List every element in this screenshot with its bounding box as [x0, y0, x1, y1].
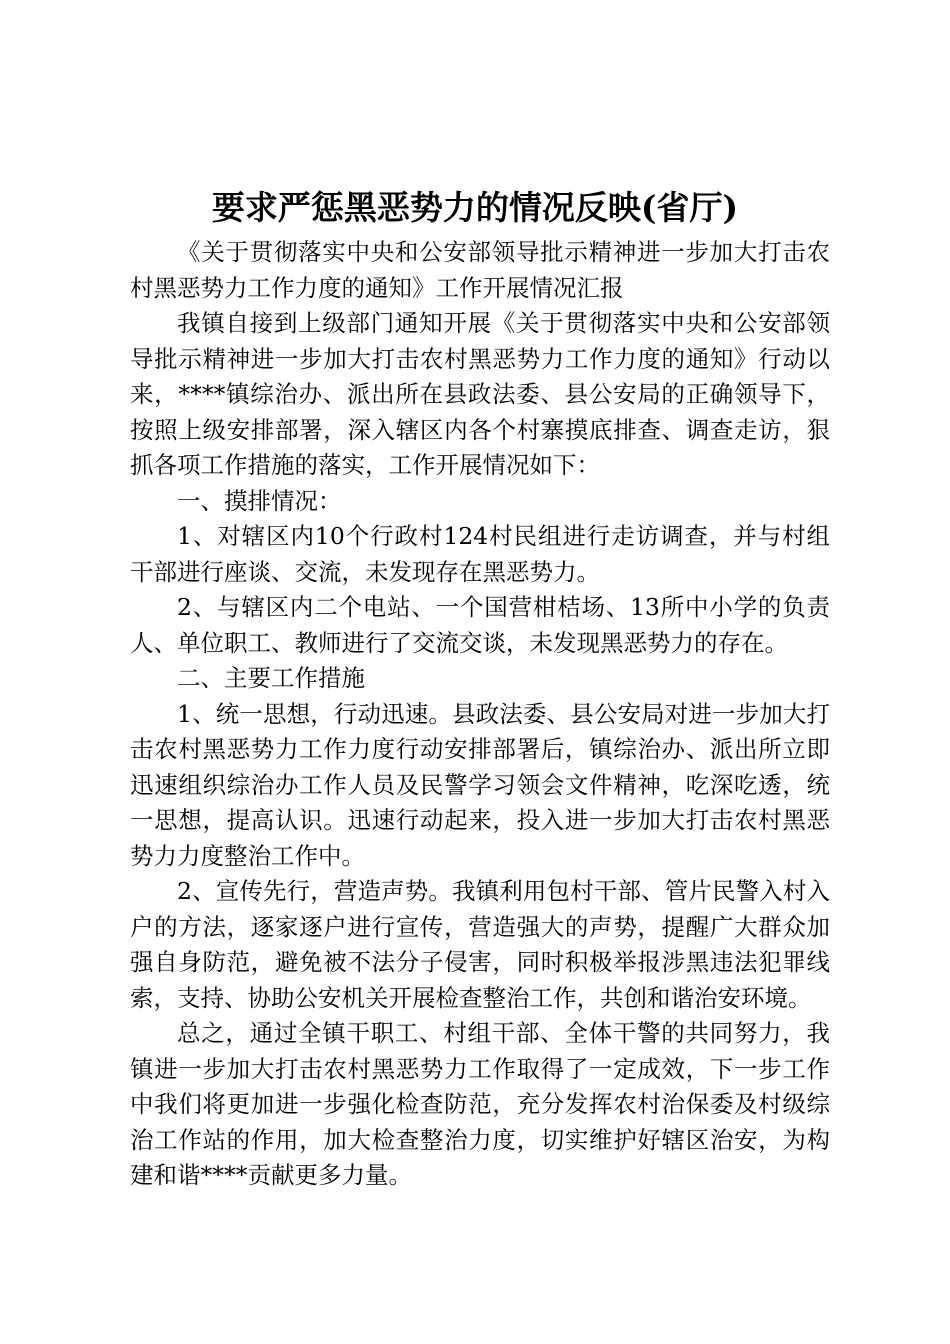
paragraph-conclusion: 总之，通过全镇干职工、村组干部、全体干警的共同努力，我镇进一步加大打击农村黑恶势力工作取得了一定成效，下一步工作中我们将更加进一步强化检查防范，充分发挥农村治保委及村级综治工作站的作用，加大检查整治力度，切实维护好辖区治安，为构建和谐****贡献更多力量。 — [130, 1019, 830, 1189]
section-heading-investigation: 一、摸排情况： — [177, 486, 342, 515]
document-body — [130, 235, 830, 1194]
paragraph-investigation-item-1: 1、对辖区内10个行政村124村民组进行走访调查，并与村组干部进行座谈、交流，未发现存在黑恶势力。 — [130, 522, 830, 586]
paragraph-measure-item-1: 1、统一思想，行动迅速。县政法委、县公安局对进一步加大打击农村黑恶势力工作力度行动安排部署后，镇综治办、派出所立即迅速组织综治办工作人员及民警学习领会文件精神，吃深吃透，统一思想，提高认识。迅速行动起来，投入进一步加大打击农村黑恶势力力度整治工作中。 — [130, 699, 830, 870]
paragraph-measure-item-2: 2、宣传先行，营造声势。我镇利用包村干部、管片民警入村入户的方法，逐家逐户进行宣传，营造强大的声势，提醒广大群众加强自身防范，避免被不法分子侵害，同时积极举报涉黑违法犯罪线索，支持、协助公安机关开展检查整治工作，共创和谐治安环境。 — [130, 877, 830, 1012]
section-heading-measures: 二、主要工作措施 — [177, 664, 365, 692]
paragraph-intro: 我镇自接到上级部门通知开展《关于贯彻落实中央和公安部领导批示精神进一步加大打击农村黑恶势力工作力度的通知》行动以来，****镇综治办、派出所在县政法委、县公安局的正确领导下，按照上级安排部署，深入辖区内各个村寨摸底排查、调查走访，狠抓各项工作措施的落实，工作开展情况如下： — [130, 309, 830, 479]
document-title: 要求严惩黑恶势力的情况反映(省厅) — [211, 188, 739, 227]
paragraph-investigation-item-2: 2、与辖区内二个电站、一个国营柑桔场、13所中小学的负责人、单位职工、教师进行了交流交谈，未发现黑恶势力的存在。 — [130, 593, 830, 657]
paragraph-report-subject: 《关于贯彻落实中央和公安部领导批示精神进一步加大打击农村黑恶势力工作力度的通知》工作开展情况汇报 — [130, 238, 830, 302]
